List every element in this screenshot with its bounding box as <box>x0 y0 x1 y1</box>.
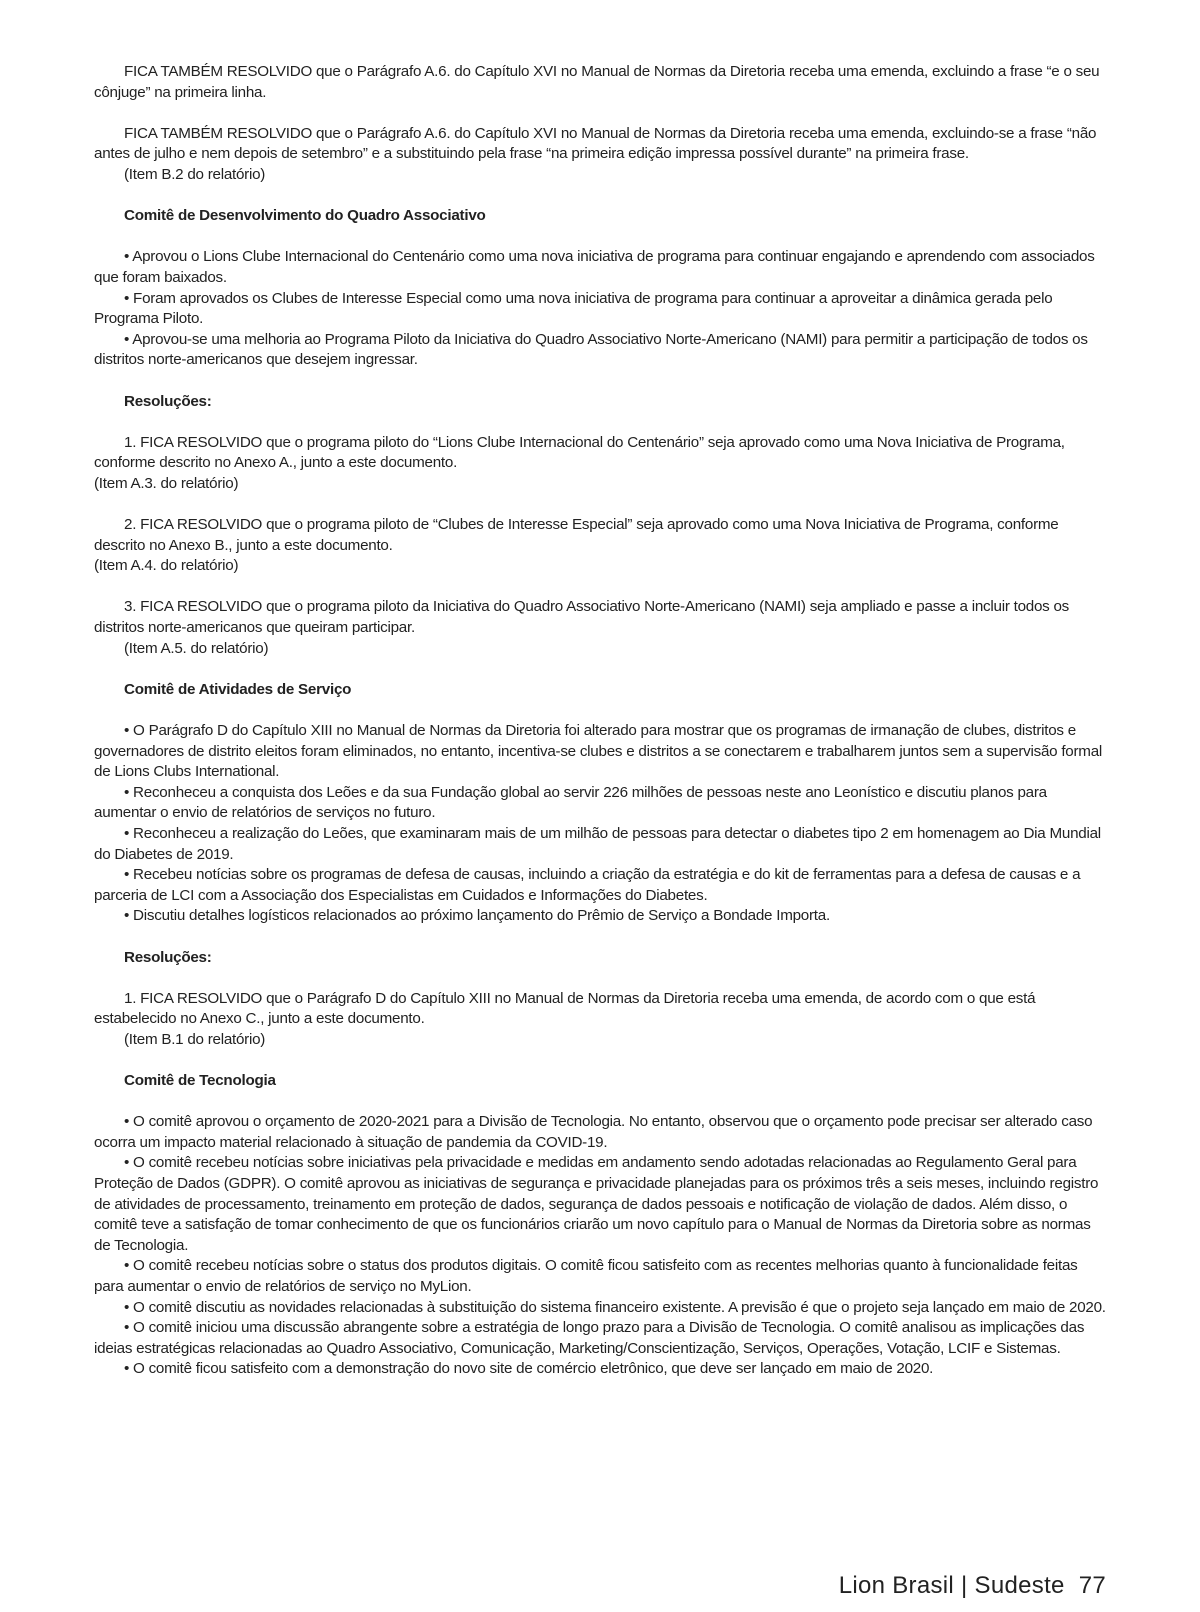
item-reference: (Item A.3. do relatório) <box>94 474 239 492</box>
resolution: 1. FICA RESOLVIDO que o programa piloto do “Lions Clube Internacional do Centenário” seja aprovado como uma Nova Iniciativa de Programa, conforme descrito no Anexo A., junto a este documento. <box>94 433 1065 472</box>
bullet-item: • Aprovou o Lions Clube Internacional do Centenário como uma nova iniciativa de programa para continuar engajando e aprendendo com associados que foram baixados. <box>94 248 1095 286</box>
resolution: 3. FICA RESOLVIDO que o programa piloto da Iniciativa do Quadro Associativo Norte-Americano (NAMI) seja ampliado e passe a incluir todos os distritos norte-americanos que queiram participar. <box>94 598 1070 637</box>
publication-name: Lion Brasil | Sudeste <box>838 1572 1065 1599</box>
bullet-item: • Foram aprovados os Clubes de Interesse Especial como uma nova iniciativa de programa para continuar a aproveitar a dinâmica gerada pelo Programa Piloto. <box>94 289 1053 328</box>
section-heading: Comitê de Desenvolvimento do Quadro Associativo <box>124 207 486 225</box>
page-footer <box>839 1572 1106 1600</box>
bullet-item: • O comitê discutiu as novidades relacionadas à substituição do sistema financeiro existente. A previsão é que o projeto seja lançado em maio de 2020. <box>124 1298 1106 1316</box>
bullet-item: • O comitê recebeu notícias sobre o status dos produtos digitais. O comitê ficou satisfeito com as recentes melhorias quanto à funcionalidade feitas para aumentar o envio de relatórios de serviço no MyLion. <box>94 1257 1078 1296</box>
bullet-item: • Aprovou-se uma melhoria ao Programa Piloto da Iniciativa do Quadro Associativo Norte-Americano (NAMI) para permitir a participação de todos os distritos norte-americanos que desejem ingressar. <box>94 330 1088 369</box>
resolutions-heading: Resoluções: <box>124 948 212 966</box>
item-reference: (Item B.1 do relatório) <box>124 1030 266 1048</box>
paragraph: FICA TAMBÉM RESOLVIDO que o Parágrafo A.6. do Capítulo XVI no Manual de Normas da Diretoria receba uma emenda, excluindo-se a frase “não antes de julho e nem depois de setembro” e a substituindo pela frase “na primeira edição impressa possível durante” na primeira frase. <box>94 124 1097 163</box>
bullet-item: • Reconheceu a realização do Leões, que examinaram mais de um milhão de pessoas para detectar o diabetes tipo 2 em homenagem ao Dia Mundial do Diabetes de 2019. <box>94 824 1101 863</box>
bullet-item: • Discutiu detalhes logísticos relacionados ao próximo lançamento do Prêmio de Serviço a Bondade Importa. <box>124 907 830 925</box>
document-body <box>94 62 1106 1380</box>
bullet-item: • O comitê iniciou uma discussão abrangente sobre a estratégia de longo prazo para a Divisão de Tecnologia. O comitê analisou as implicações das ideias estratégicas relacionadas ao Quadro Associativo, Comunicação, Marketing/Conscientização, Serviços, Operações, Votação, LCIF e Sistemas. <box>94 1319 1085 1357</box>
bullet-item: • O comitê ficou satisfeito com a demonstração do novo site de comércio eletrônico, que deve ser lançado em maio de 2020. <box>124 1360 934 1378</box>
paragraph: FICA TAMBÉM RESOLVIDO que o Parágrafo A.6. do Capítulo XVI no Manual de Normas da Diretoria receba uma emenda, excluindo a frase “e o seu cônjuge” na primeira linha. <box>94 63 1100 101</box>
bullet-item: • O comitê aprovou o orçamento de 2020-2021 para a Divisão de Tecnologia. No entanto, observou que o orçamento pode precisar ser alterado caso ocorra um impacto material relacionado à situação de pandemia da COVID-19. <box>94 1113 1093 1151</box>
item-reference: (Item A.5. do relatório) <box>124 639 269 657</box>
bullet-item: • O comitê recebeu notícias sobre iniciativas pela privacidade e medidas em andamento sendo adotadas relacionadas ao Regulamento Geral para Proteção de Dados (GDPR). O comitê aprovou as iniciativas de segurança e privacidade planejadas para os próximos três a seis meses, incluindo registro de atividades de processamento, treinamento em proteção de dados, segurança de dados pessoais e notificação de violação de dados. Além disso, o comitê teve a satisfação de tomar conhecimento de que os funcionários criarão um novo capítulo para o Manual de Normas da Diretoria sobre as normas de Tecnologia. <box>94 1154 1099 1254</box>
bullet-item: • Recebeu notícias sobre os programas de defesa de causas, incluindo a criação da estratégia e do kit de ferramentas para a defesa de causas e a parceria de LCI com a Associação dos Especialistas em Cuidados e Informações do Diabetes. <box>94 866 1081 904</box>
item-reference: (Item A.4. do relatório) <box>94 557 239 575</box>
item-reference: (Item B.2 do relatório) <box>124 165 266 183</box>
section-heading: Comitê de Atividades de Serviço <box>124 680 352 698</box>
resolutions-heading: Resoluções: <box>124 392 212 410</box>
resolution: 2. FICA RESOLVIDO que o programa piloto de “Clubes de Interesse Especial” seja aprovado como uma Nova Iniciativa de Programa, conforme descrito no Anexo B., junto a este documento. <box>94 516 1059 554</box>
bullet-item: • O Parágrafo D do Capítulo XIII no Manual de Normas da Diretoria foi alterado para mostrar que os programas de irmanação de clubes, distritos e governadores de distrito eleitos foram eliminados, no entanto, incentiva-se clubes e distritos a se conectarem e trabalharem juntos sem a supervisão formal de Lions Clubs International. <box>94 722 1103 781</box>
section-heading: Comitê de Tecnologia <box>124 1072 276 1090</box>
resolution: 1. FICA RESOLVIDO que o Parágrafo D do Capítulo XIII no Manual de Normas da Diretoria receba uma emenda, de acordo com o que está estabelecido no Anexo C., junto a este documento. <box>94 989 1036 1028</box>
page-number: 77 <box>1078 1572 1106 1599</box>
bullet-item: • Reconheceu a conquista dos Leões e da sua Fundação global ao servir 226 milhões de pessoas neste ano Leonístico e discutiu planos para aumentar o envio de relatórios de serviços no futuro. <box>94 783 1047 822</box>
